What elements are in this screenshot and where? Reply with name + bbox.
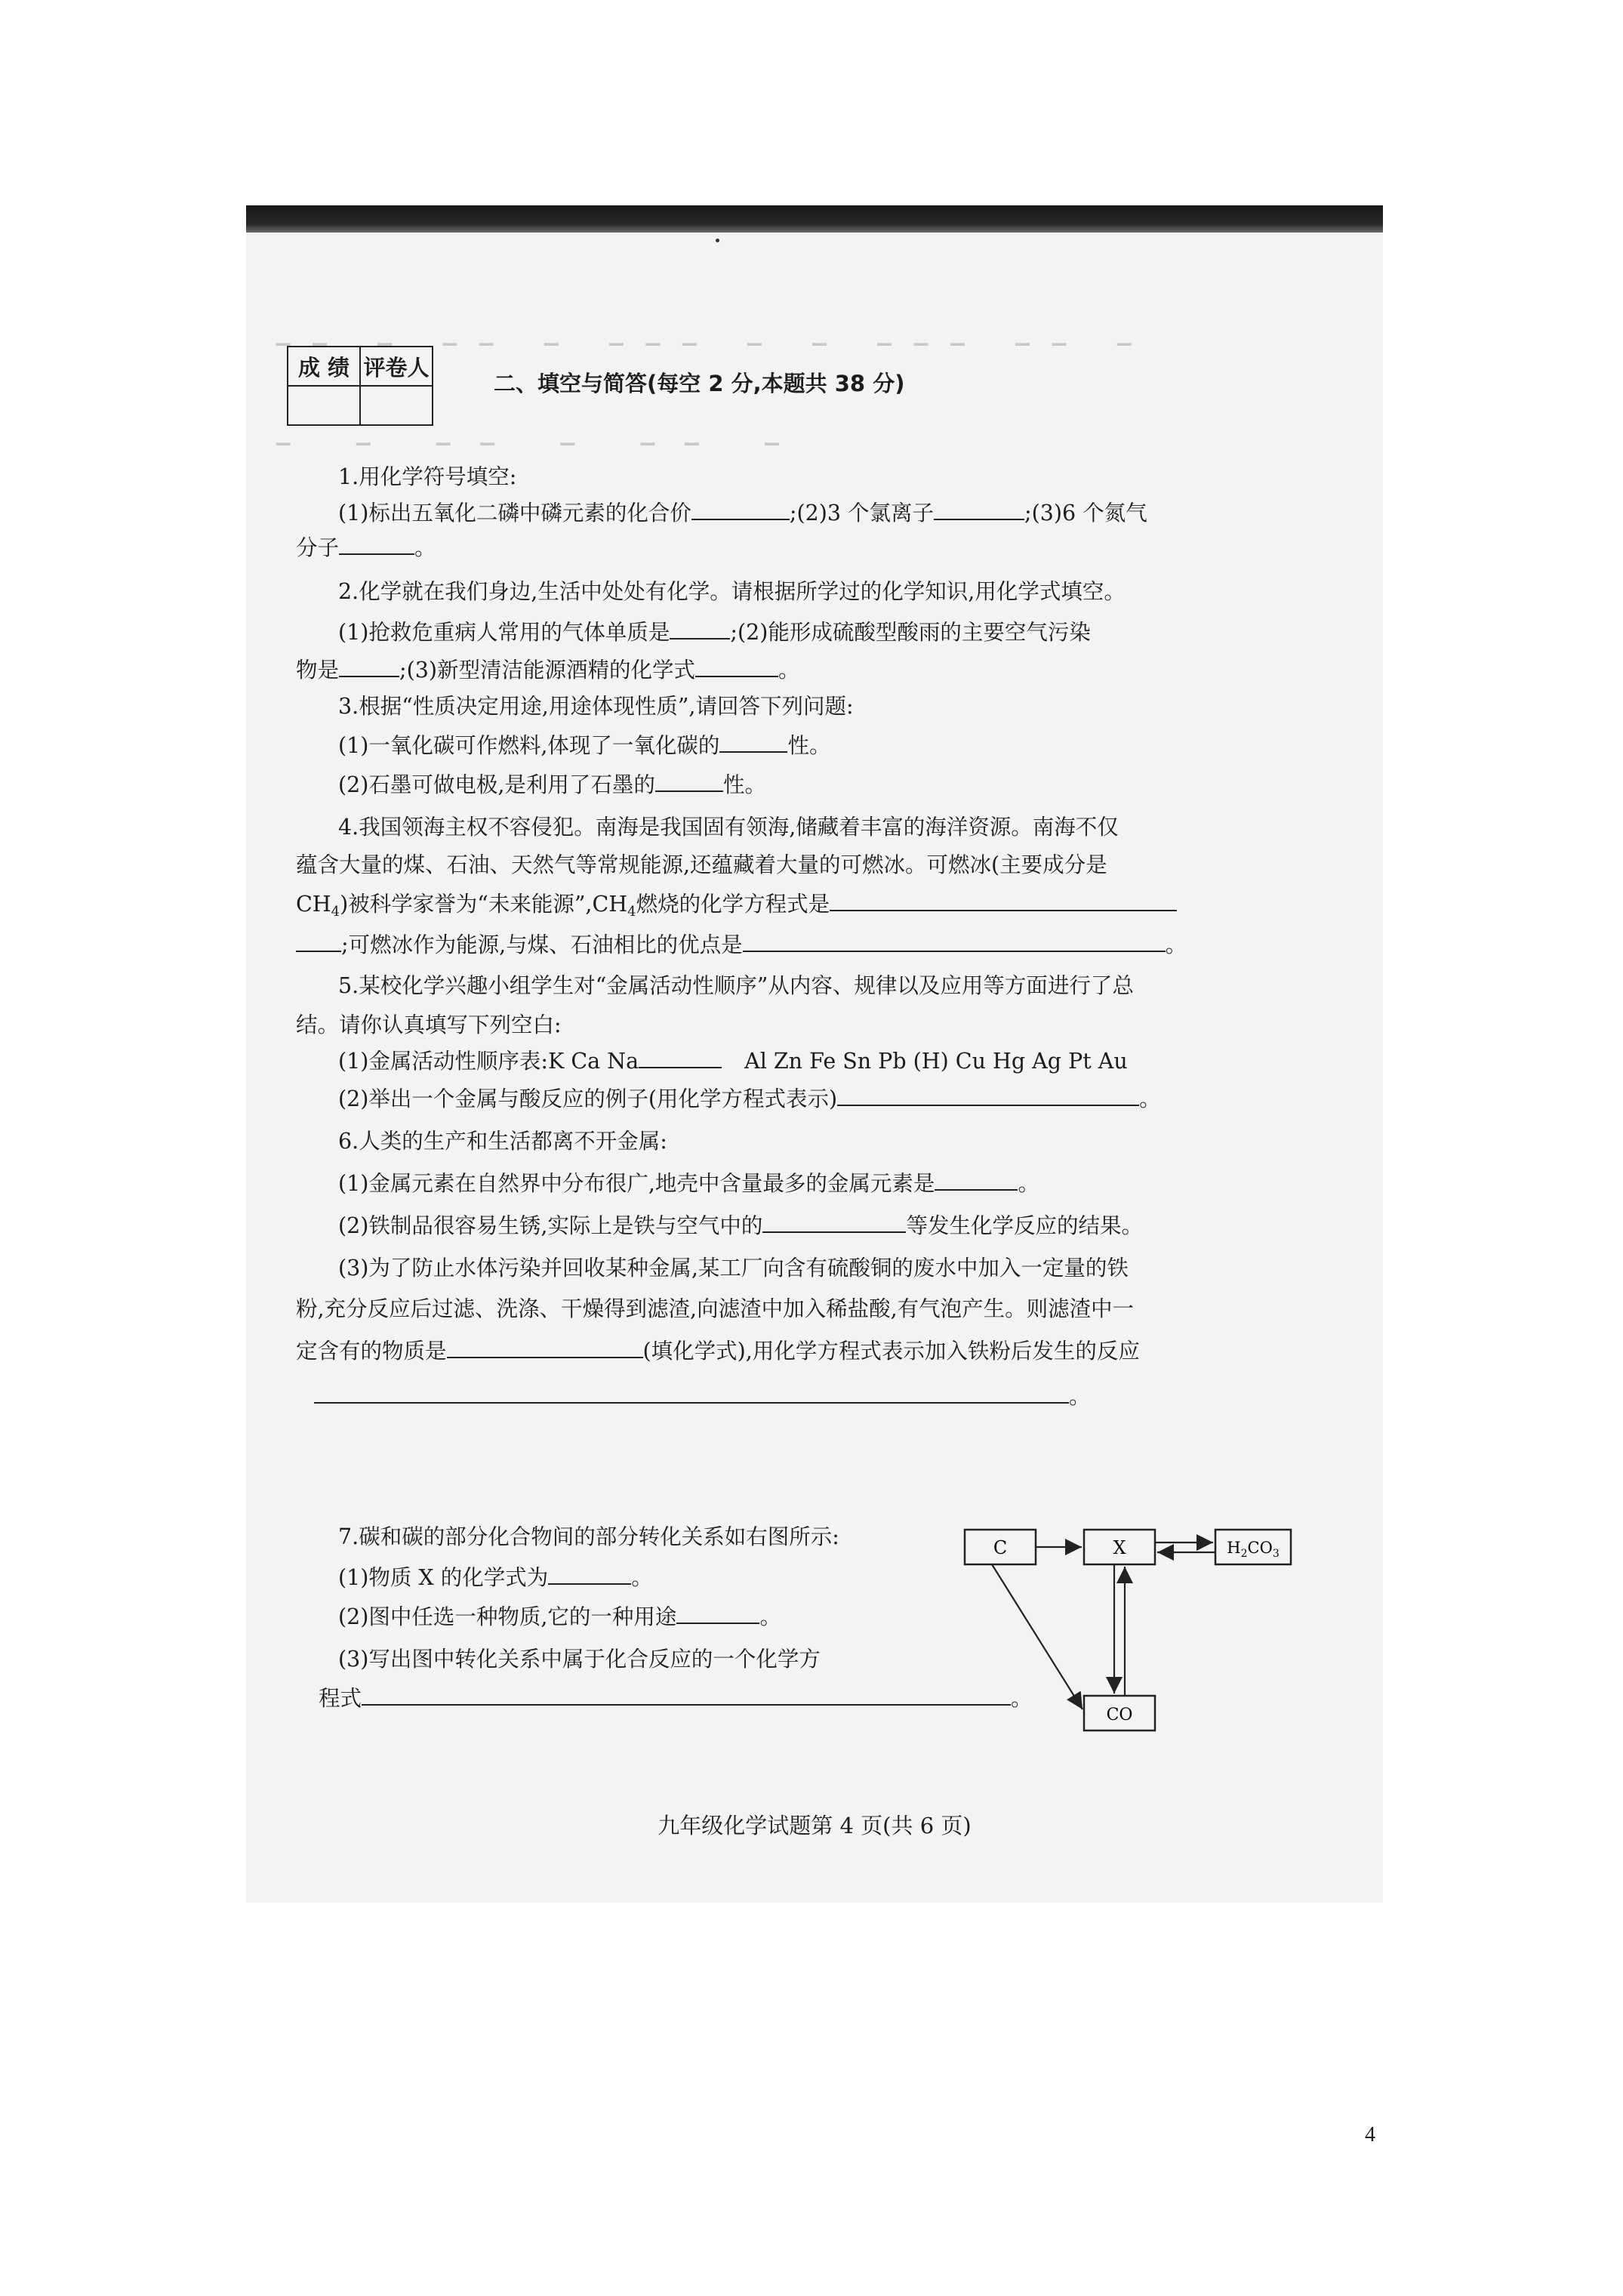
q5-l3-b: Al Zn Fe Sn Pb (H) Cu Hg Ag Pt Au <box>744 1049 1128 1074</box>
q4-line1: 4.我国领海主权不容侵犯。南海是我国固有领海,储藏着丰富的海洋资源。南海不仅 <box>338 815 1119 840</box>
q6-line1 <box>338 1170 1039 1197</box>
q5-line4 <box>338 1086 1161 1113</box>
answer-blank[interactable] <box>743 932 1166 952</box>
node-c-label: C <box>993 1537 1008 1558</box>
answer-blank[interactable] <box>691 501 790 520</box>
q4-line2: 蕴含大量的煤、石油、天然气等常规能源,还蕴藏着大量的可燃冰。可燃冰(主要成分是 <box>296 852 1107 877</box>
q4-l3-a: )被科学家誉为“未来能源”, <box>340 892 593 917</box>
ch4-formula: $CH_4$ <box>592 892 636 920</box>
arrow-c-to-co <box>992 1564 1083 1709</box>
q1-l1-b: ;(2)3 个氯离子 <box>789 501 935 525</box>
answer-blank[interactable] <box>447 1339 643 1358</box>
carbon-conversion-diagram <box>962 1521 1354 1762</box>
q2-l2-b: ;(3)新型清洁能源酒精的化学式 <box>399 658 695 683</box>
q2-l1-b: ;(2)能形成硫酸型酸雨的主要空气污染 <box>730 620 1091 645</box>
q6-line4: 粉,充分反应后过滤、洗涤、干燥得到滤渣,向滤渣中加入稀盐酸,有气泡产生。则滤渣中一 <box>296 1296 1135 1321</box>
q6-head: 6.人类的生产和生活都离不开金属: <box>338 1129 667 1154</box>
q7-l1-a: (1)物质 X 的化学式为 <box>338 1565 549 1590</box>
answer-blank[interactable] <box>934 501 1024 520</box>
q2-l2-end: 。 <box>778 658 800 683</box>
q4-l4-end: 。 <box>1165 932 1187 957</box>
q2-l2-a: 物是 <box>296 658 340 683</box>
q6-l2-b: 等发生化学反应的结果。 <box>906 1213 1143 1238</box>
q2-l1-a: (1)抢救危重病人常用的气体单质是 <box>338 620 670 645</box>
q3-l1-a: (1)一氧化碳可作燃料,体现了一氧化碳的 <box>338 733 720 758</box>
q3-line1 <box>338 732 830 760</box>
q7-l2-end: 。 <box>759 1604 781 1629</box>
q7-line4 <box>319 1685 1033 1712</box>
bleed-through: ▁ ▁ ▁▁ ▁ ▁▁ ▁ <box>276 424 809 445</box>
answer-blank[interactable] <box>837 1086 1139 1106</box>
q7-head: 7.碳和碳的部分化合物间的部分转化关系如右图所示: <box>338 1524 839 1549</box>
q7-l2-a: (2)图中任选一种物质,它的一种用途 <box>338 1604 677 1629</box>
answer-blank[interactable] <box>719 733 787 753</box>
scan-speck <box>716 239 719 242</box>
answer-blank[interactable] <box>830 892 1177 911</box>
answer-blank[interactable] <box>935 1171 1018 1191</box>
q5-l3-a: (1)金属活动性顺序表:K Ca Na <box>338 1049 639 1074</box>
q6-l5-a: 定含有的物质是 <box>296 1339 447 1364</box>
node-x-label: X <box>1113 1537 1126 1558</box>
q6-l1-a: (1)金属元素在自然界中分布很广,地壳中含量最多的金属元素是 <box>338 1171 935 1196</box>
q7-l4-a: 程式 <box>319 1686 362 1711</box>
q6-line3: (3)为了防止水体污染并回收某种金属,某工厂向含有硫酸铜的废水中加入一定量的铁 <box>338 1256 1129 1281</box>
q6-l5-b: (填化学式),用化学方程式表示加入铁粉后发生的反应 <box>642 1339 1140 1364</box>
q1-l1-c: ;(3)6 个氮气 <box>1024 501 1147 525</box>
q6-line6 <box>314 1383 1091 1410</box>
score-label: 成 绩 <box>288 347 360 386</box>
section-title: 二、填空与简答(每空 2 分,本题共 38 分) <box>494 371 905 396</box>
q2-line1 <box>338 619 1091 646</box>
q2-head: 2.化学就在我们身边,生活中处处有化学。请根据所学过的化学知识,用化学式填空。 <box>338 579 1126 604</box>
q3-head: 3.根据“性质决定用途,用途体现性质”,请回答下列问题: <box>338 694 854 719</box>
q5-line3 <box>338 1048 1128 1075</box>
answer-blank[interactable] <box>639 1049 722 1068</box>
q6-line5 <box>296 1338 1140 1365</box>
score-table <box>287 346 433 426</box>
node-h2co3-label: $H_2CO_3$ <box>1227 1539 1280 1560</box>
q4-line3 <box>296 891 1177 926</box>
q3-l2-b: 性。 <box>722 772 766 797</box>
answer-blank[interactable] <box>339 535 414 555</box>
q2-line2 <box>296 657 800 684</box>
answer-blank[interactable] <box>670 620 730 639</box>
score-cell <box>288 386 360 425</box>
q1-l2-a: 分子 <box>296 535 340 560</box>
grader-label: 评卷人 <box>360 347 433 386</box>
node-co-label: CO <box>1106 1706 1133 1724</box>
q5-line2: 结。请你认真填写下列空白: <box>296 1012 562 1037</box>
q3-line2 <box>338 772 766 799</box>
grader-cell <box>360 386 433 425</box>
q7-l1-end: 。 <box>631 1565 653 1590</box>
q3-l1-b: 性。 <box>787 733 831 758</box>
q4-line4 <box>296 932 1187 959</box>
q3-l2-a: (2)石墨可做电极,是利用了石墨的 <box>338 772 655 797</box>
ch4-formula: $CH_4$ <box>296 892 340 920</box>
q6-l1-end: 。 <box>1018 1171 1039 1196</box>
q5-l4-a: (2)举出一个金属与酸反应的例子(用化学方程式表示) <box>338 1086 838 1111</box>
q1-line1 <box>338 500 1147 527</box>
answer-blank[interactable] <box>314 1384 1069 1404</box>
q6-l2-a: (2)铁制品很容易生锈,实际上是铁与空气中的 <box>338 1213 763 1238</box>
q6-l6-end: 。 <box>1069 1384 1091 1409</box>
scanned-exam-page <box>246 205 1383 1903</box>
q4-l4-a: ;可燃冰作为能源,与煤、石油相比的优点是 <box>341 932 743 957</box>
q4-l3-b: 燃烧的化学方程式是 <box>636 892 830 917</box>
q5-line1: 5.某校化学兴趣小组学生对“金属活动性顺序”从内容、规律以及应用等方面进行了总 <box>338 973 1134 998</box>
q7-line2 <box>338 1604 781 1631</box>
page-number: 4 <box>1365 2123 1375 2147</box>
scan-dark-edge <box>246 205 1383 233</box>
answer-blank[interactable] <box>655 772 723 792</box>
page-footer: 九年级化学试题第 4 页(共 6 页) <box>658 1813 972 1838</box>
q5-l4-end: 。 <box>1139 1086 1161 1111</box>
bleed-through: ▁▁ ▁ ▁▁ ▁ ▁▁▁ ▁ ▁ ▁▁▁ ▁▁ ▁ <box>276 325 1154 346</box>
answer-blank[interactable] <box>362 1686 1011 1706</box>
answer-blank[interactable] <box>548 1565 631 1585</box>
answer-blank[interactable] <box>695 658 778 677</box>
q1-head: 1.用化学符号填空: <box>338 464 517 489</box>
q7-line1 <box>338 1564 653 1592</box>
q7-line3: (3)写出图中转化关系中属于化合反应的一个化学方 <box>338 1647 821 1672</box>
q7-l4-end: 。 <box>1011 1686 1033 1711</box>
q1-line2 <box>296 535 436 562</box>
q1-l1-a: (1)标出五氧化二磷中磷元素的化合价 <box>338 501 691 525</box>
answer-blank[interactable] <box>762 1213 906 1233</box>
q6-line2 <box>338 1213 1143 1240</box>
answer-blank[interactable] <box>339 658 399 677</box>
q1-l2-end: 。 <box>414 535 436 560</box>
answer-blank[interactable] <box>676 1604 759 1624</box>
answer-blank[interactable] <box>296 932 341 952</box>
